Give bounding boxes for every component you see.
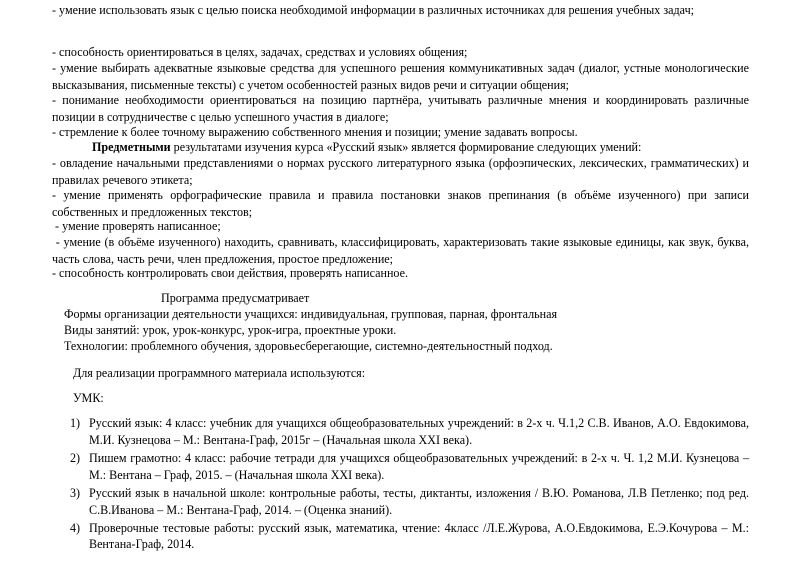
subject-skill-1: - овладение начальными представлениями о нормах русского литературного языка (орфоэпических, лексических, грамматических) и правилах речевого этикета; bbox=[52, 156, 749, 187]
list-item-text: Проверочные тестовые работы: русский язык, математика, чтение: 4класс /Л.Е.Журова, А.О.Евдокимова, Е.Э.Кочурова – М.: Вентана-Граф, 2014. bbox=[89, 520, 749, 552]
meta-skill-5: - стремление к более точному выражению собственного мнения и позиции; умение задавать вопросы. bbox=[52, 125, 578, 139]
program-line-lessons: Виды занятий: урок, урок-конкурс, урок-игра, проектные уроки. bbox=[64, 323, 397, 337]
list-item-text: Русский язык в начальной школе: контрольные работы, тесты, диктанты, изложения / В.Ю. Романова, Л.В Петленко; под ред. С.В.Иванова – М.: Вентана-Граф, 2014. – (Оценка знаний). bbox=[89, 485, 749, 517]
list-item bbox=[70, 485, 749, 518]
list-item-text: Русский язык: 4 класс: учебник для учащихся общеобразовательных учреждений: в 2-х ч. Ч.1,2 С.В. Иванов, А.О. Евдокимова, М.И. Кузнецова – М.: Вентана-Граф, 2015г – (Начальная школа XXI века). bbox=[89, 416, 749, 447]
program-line-forms: Формы организации деятельности учащихся: индивидуальная, групповая, парная, фронтальная bbox=[64, 307, 558, 321]
list-item bbox=[70, 450, 749, 483]
subject-skill-3: - умение проверять написанное; bbox=[52, 219, 221, 233]
subject-results-intro bbox=[52, 139, 749, 156]
meta-skill-1: - умение использовать язык с целью поиска необходимой информации в различных источниках для решения учебных задач; bbox=[52, 3, 695, 17]
subject-skill-4: - умение (в объёме изученного) находить, сравнивать, классифицировать, характеризовать такие языковые единицы, как звук, буква, часть слова, часть речи, член предложения, простое предложение; bbox=[52, 235, 753, 266]
subject-skill-5: - способность контролировать свои действия, проверять написанное. bbox=[52, 266, 409, 280]
materials-intro: Для реализации программного материала используются: bbox=[73, 366, 366, 380]
subject-results-bold: Предметными bbox=[92, 140, 171, 154]
list-item-text: Пишем грамотно: 4 класс: рабочие тетради для учащихся общеобразовательных учреждений: в 2-х ч. Ч. 1,2 М.И. Кузнецова – М.: Вентана – Граф, 2015. – (Начальная школа XXI века). bbox=[89, 450, 749, 482]
program-heading: Программа предусматривает bbox=[161, 291, 310, 305]
list-item-number: 2) bbox=[70, 450, 81, 465]
list-item bbox=[70, 520, 749, 553]
list-item-number: 3) bbox=[70, 485, 81, 500]
list-item bbox=[70, 415, 749, 448]
meta-skill-2: - способность ориентироваться в целях, задачах, средствах и условиях общения; bbox=[52, 45, 468, 59]
subject-skill-2: - умение применять орфографические правила и правила постановки знаков препинания (в объёме изученного) при записи собственных и предложенных текстов; bbox=[52, 188, 749, 219]
list-item-number: 4) bbox=[70, 520, 81, 535]
program-line-technologies: Технологии: проблемного обучения, здоровьесберегающие, системно-деятельностный подход. bbox=[64, 339, 553, 353]
umk-list bbox=[70, 415, 749, 555]
subject-results-text: результатами изучения курса «Русский язык» является формирование следующих умений: bbox=[170, 140, 642, 154]
meta-skill-3: - умение выбирать адекватные языковые средства для успешного решения коммуникативных задач (диалог, устные монологические высказывания, письменные тексты) с учетом особенностей разных видов речи и ситуации общения; bbox=[52, 61, 749, 92]
list-item-number: 1) bbox=[70, 416, 81, 430]
meta-skill-4: - понимание необходимости ориентироваться на позицию партнёра, учитывать различные мнения и координировать различные позиции в сотрудничестве с целью успешного участия в диалоге; bbox=[52, 93, 749, 124]
umk-label: УМК: bbox=[73, 391, 104, 405]
